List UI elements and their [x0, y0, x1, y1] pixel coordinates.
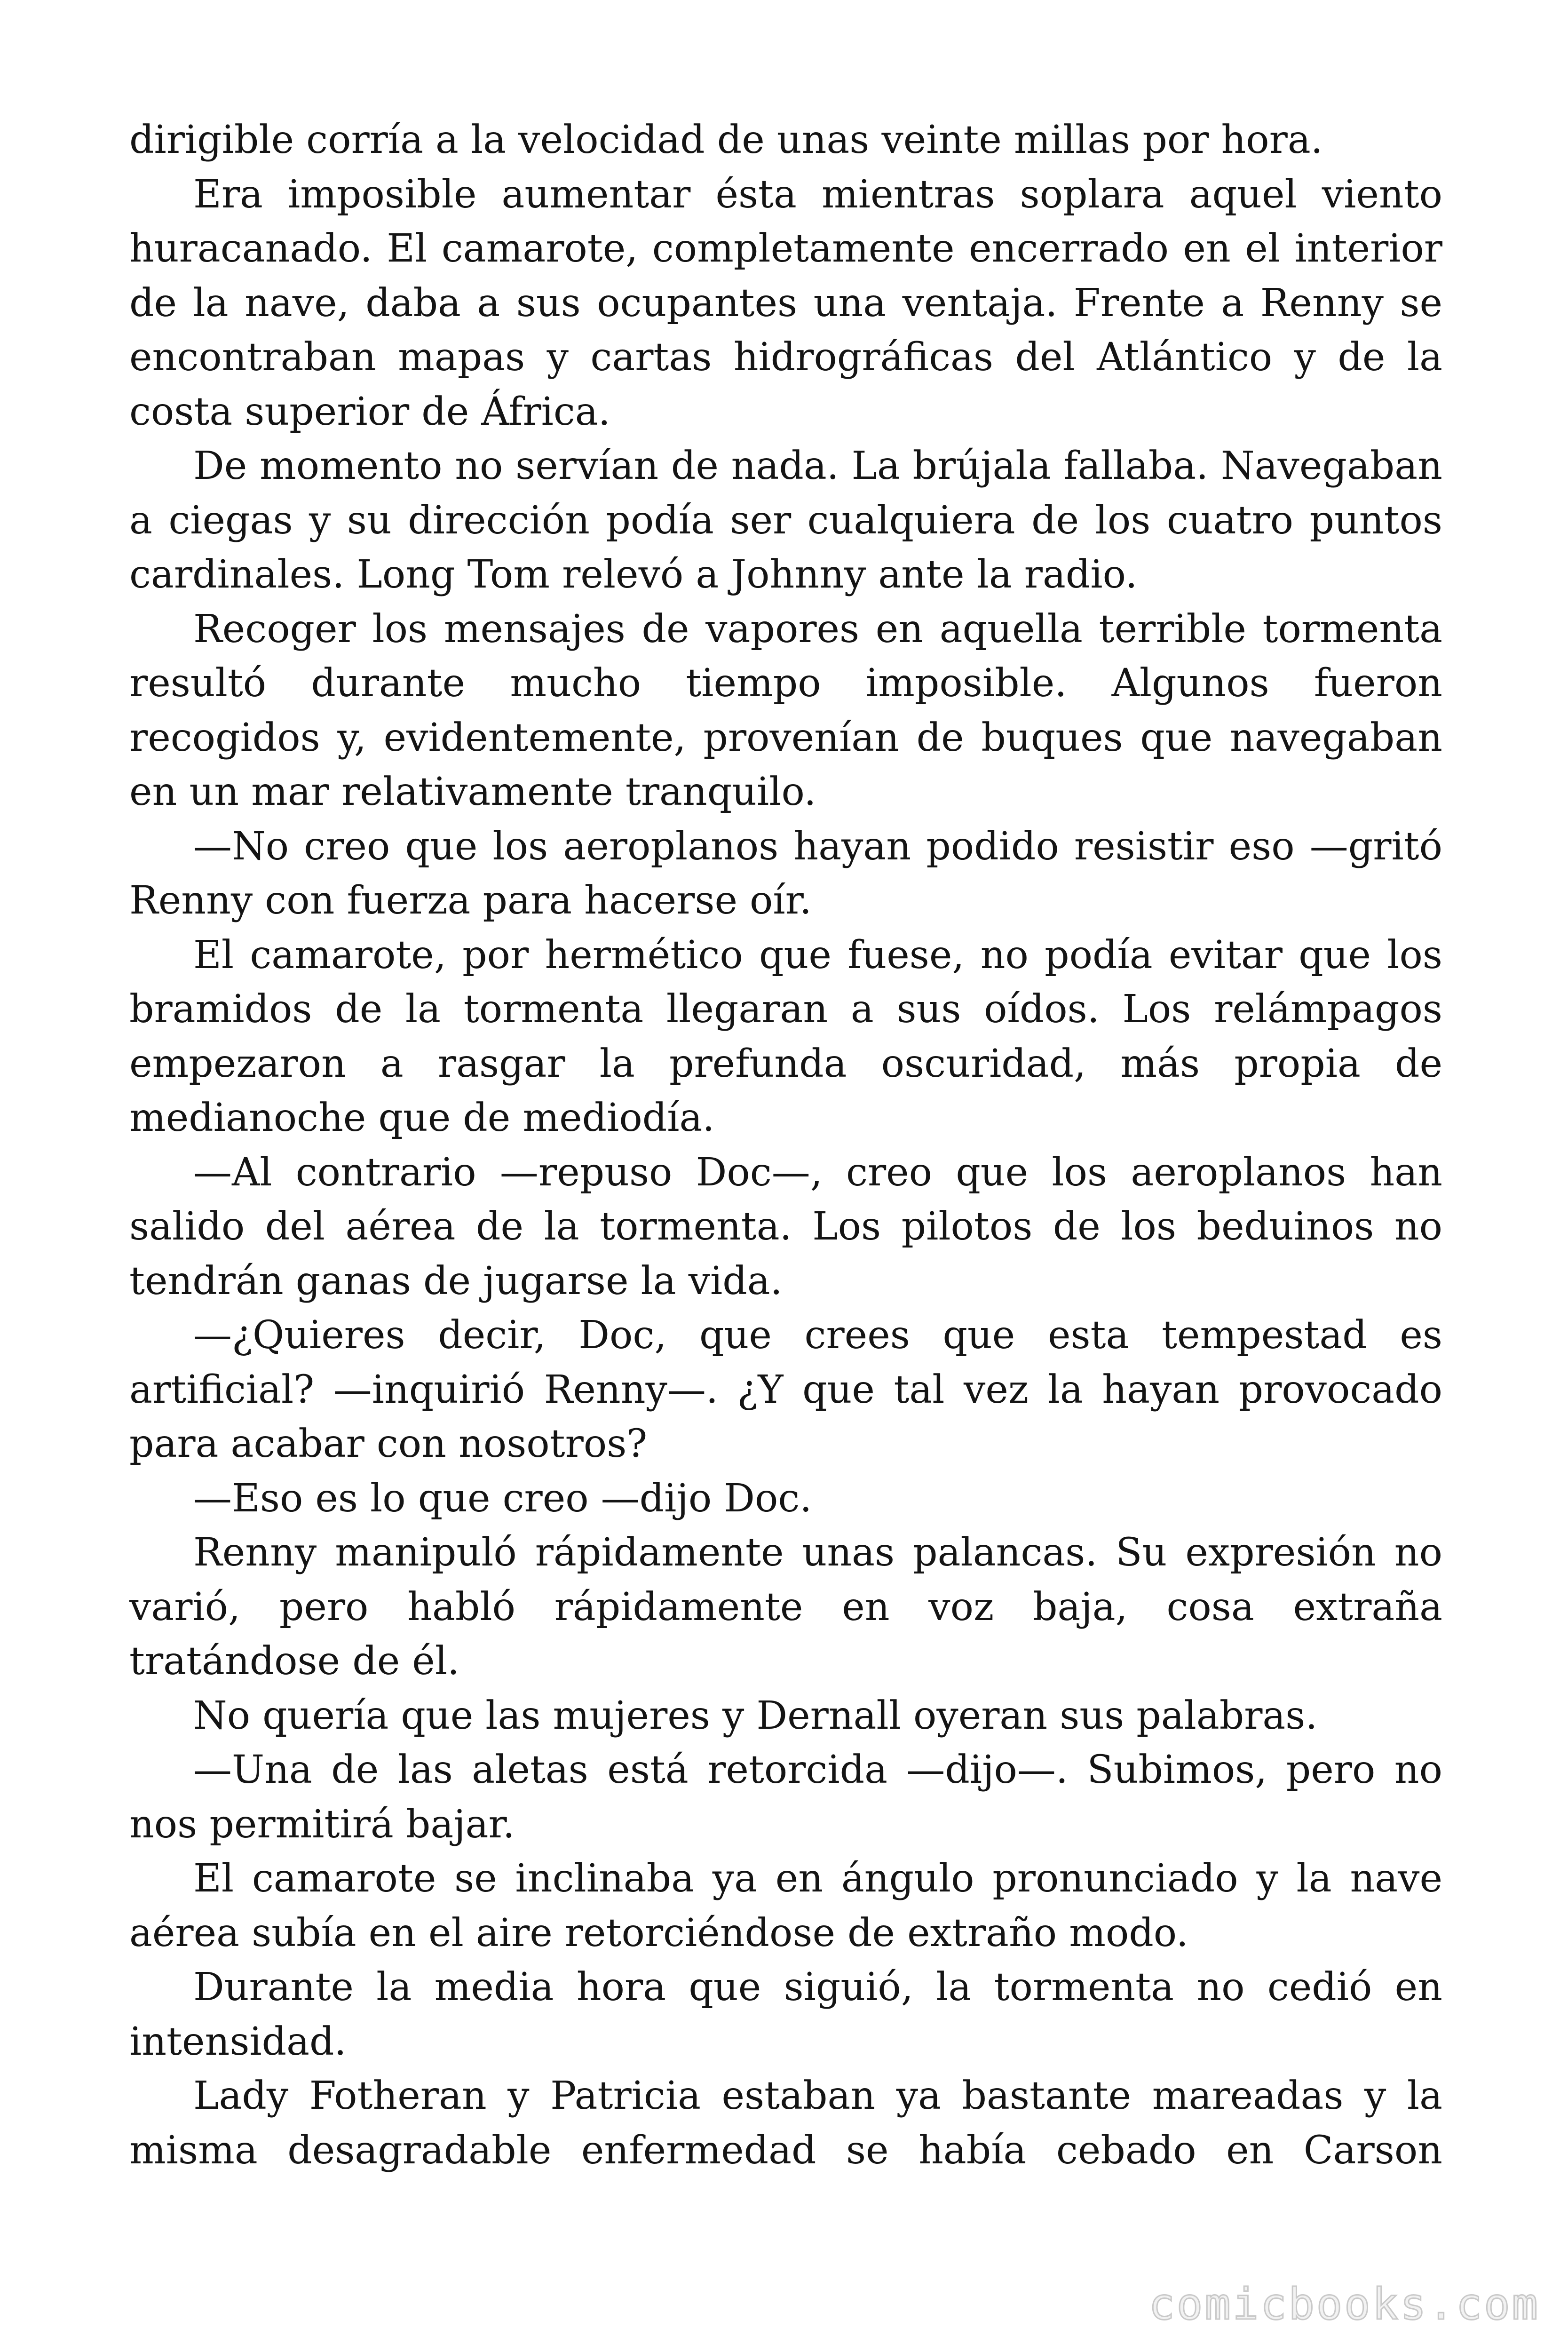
paragraph-4: Recoger los mensajes de vapores en aquella terrible tormenta resultó durante mucho tiempo imposible. Algunos fueron recogidos y, evidentemente, provenían de buques que navegaban en un mar relativamente tranquilo.	[129, 606, 1442, 814]
paragraph-5: —No creo que los aeroplanos hayan podido resistir eso —gritó Renny con fuerza para hacerse oír.	[129, 824, 1442, 923]
paragraph-15: Lady Fotheran y Patricia estaban ya bastante mareadas y la misma desagradable enfermedad se había cebado en Carson	[129, 2074, 1442, 2173]
paragraph-12: —Una de las aletas está retorcida —dijo—. Subimos, pero no nos permitirá bajar.	[129, 1748, 1442, 1847]
paragraph-11: No quería que las mujeres y Dernall oyeran sus palabras.	[193, 1693, 1318, 1738]
paragraph-10: Renny manipuló rápidamente unas palancas. Su expresión no varió, pero habló rápidamente en voz baja, cosa extraña tratándose de él.	[129, 1530, 1442, 1684]
body-text	[129, 113, 1442, 2177]
paragraph-13: El camarote se inclinaba ya en ángulo pronunciado y la nave aérea subía en el aire retorciéndose de extraño modo.	[129, 1856, 1442, 1955]
watermark-logo: comicbooks.com	[1148, 2279, 1540, 2329]
paragraph-14: Durante la media hora que siguió, la tormenta no cedió en intensidad.	[129, 1965, 1442, 2064]
paragraph-8: —¿Quieres decir, Doc, que crees que esta tempestad es artificial? —inquirió Renny—. ¿Y que tal vez la hayan provocado para acabar con nosotros?	[129, 1313, 1442, 1466]
paragraph-2: Era imposible aumentar ésta mientras soplara aquel viento huracanado. El camarote, completamente encerrado en el interior de la nave, daba a sus ocupantes una ventaja. Frente a Renny se encontraban mapas y cartas hidrográficas del Atlántico y de la costa superior de África.	[129, 172, 1442, 434]
paragraph-7: —Al contrario —repuso Doc—, creo que los aeroplanos han salido del aérea de la tormenta. Los pilotos de los beduinos no tendrán ganas de jugarse la vida.	[129, 1150, 1442, 1303]
paragraph-9: —Eso es lo que creo —dijo Doc.	[193, 1476, 812, 1521]
paragraph-1: dirigible corría a la velocidad de unas veinte millas por hora.	[129, 118, 1323, 162]
paragraph-6: El camarote, por hermético que fuese, no podía evitar que los bramidos de la tormenta llegaran a sus oídos. Los relámpagos empezaron a rasgar la prefunda oscuridad, más propia de medianoche que de mediodía.	[129, 932, 1442, 1140]
paragraph-3: De momento no servían de nada. La brújala fallaba. Navegaban a ciegas y su dirección podía ser cualquiera de los cuatro puntos cardinales. Long Tom relevó a Johnny ante la radio.	[129, 444, 1442, 597]
